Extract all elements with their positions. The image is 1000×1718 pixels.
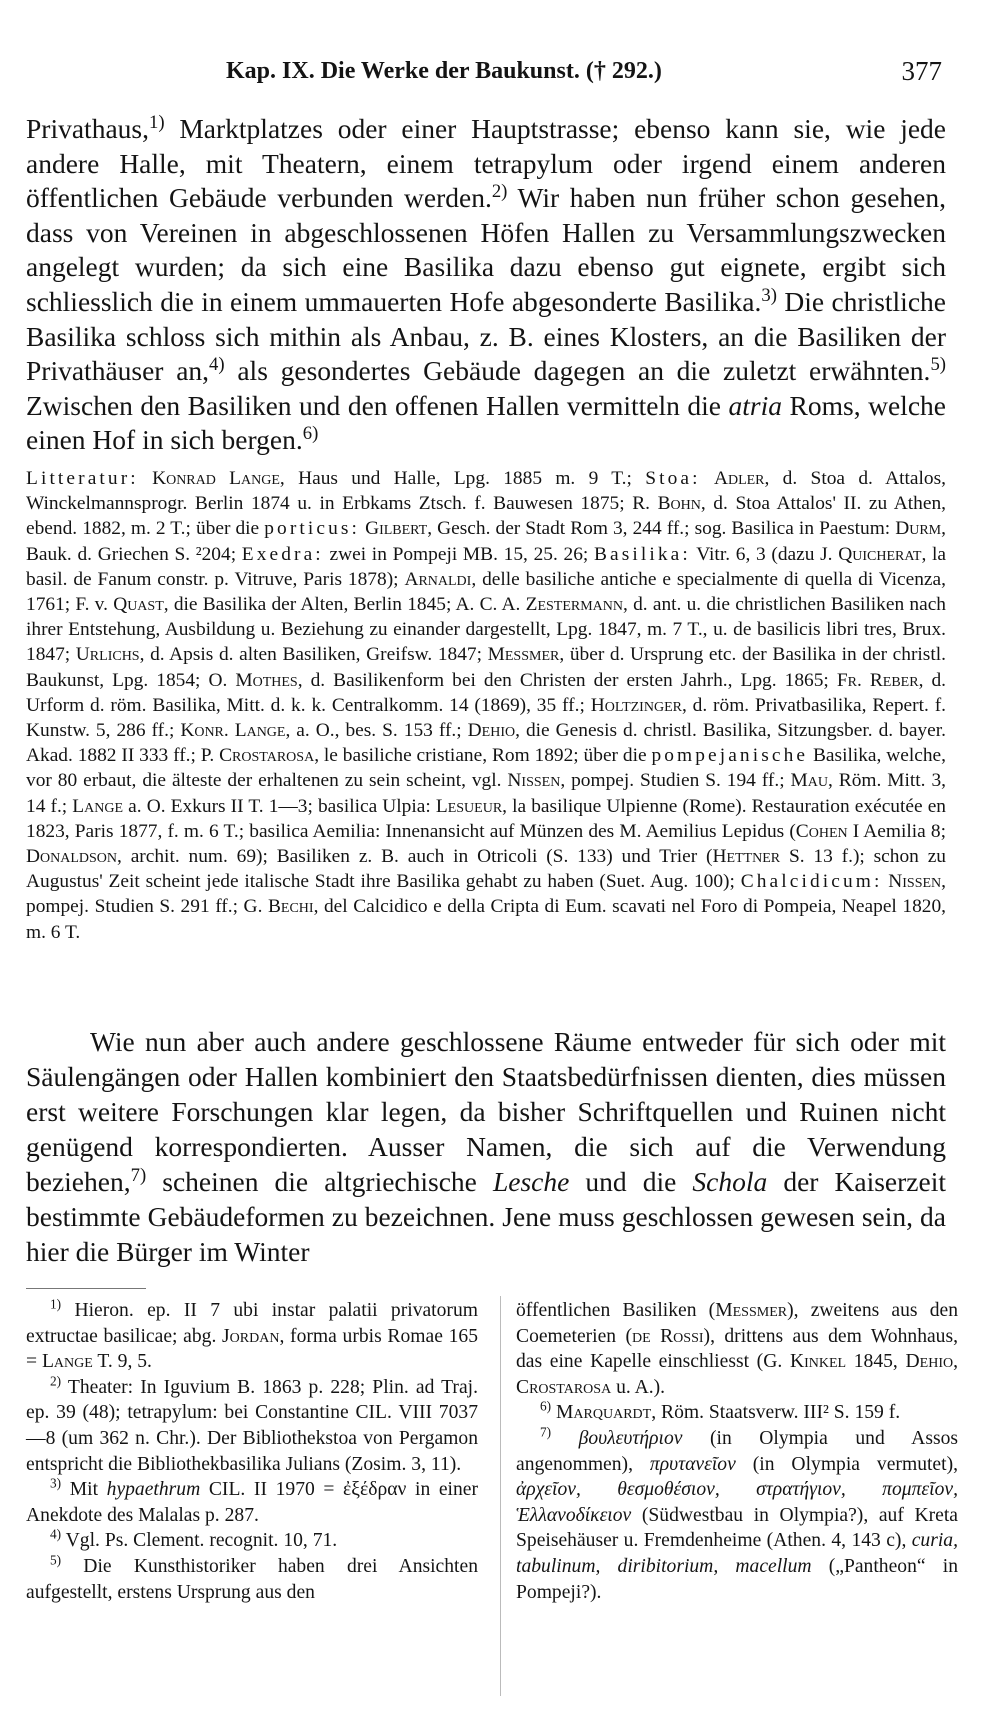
footnote-6 [516, 1400, 958, 1426]
author-name: Bohn [657, 493, 701, 515]
text: Zwischen den Basiliken und den offenen Hallen vermitteln die [26, 389, 729, 421]
text: zwei in Pompeji MB. 15, 25. 26; [323, 543, 594, 565]
text: , pompej. Studien S. 194 ff.; [560, 770, 791, 792]
footnote-separator [26, 1288, 146, 1289]
footnote-5-continued [516, 1298, 958, 1400]
text: , la basil. de Fanum constr. p. Vitruve, Paris 1878); [26, 543, 946, 590]
text: , la basilique Ulpienne (Rome). Restauration exécutée en 1823, Paris 1877, f. m. 6 T.; basilica Aemilia: Innenansicht auf Münzen des M. Aemilius Lepidus ( [26, 795, 947, 842]
text: Die christliche Basilika schloss sich mithin als Anbau, z. B. eines Klosters, an die Basiliken der Privathäuser an, [26, 285, 946, 387]
author-name: de Rossi [632, 1325, 704, 1347]
footnote-number: 1) [50, 1296, 62, 1312]
topic-label: Stoa: [645, 468, 701, 489]
text: S. 13 f.); schon zu Augustus' Zeit scheint jede italische Stadt ihre Basilika gehabt zu haben (Suet. Aug. 100); [26, 846, 947, 893]
topic-label: Basilika: [593, 543, 691, 565]
text: Theater: In Iguvium B. 1863 p. 228; Plin. ad Traj. ep. 39 (48); tetrapylum: bei Constantine CIL. VIII 7037—8 (um 362 n. Chr.). Der Bibliothekstoa von Pergamon entspricht die Bibliothekbasilika Julians (Zosim. 3, 11). [26, 1376, 478, 1475]
author-name: Quicherat [838, 543, 922, 565]
text: öffentlichen Basiliken ( [516, 1300, 716, 1321]
footnote-3 [26, 1477, 478, 1528]
text: als gesondertes Gebäude dagegen an die zuletzt erwähnten. [224, 355, 931, 387]
footnotes-left-column [26, 1298, 478, 1605]
author-name: Lange [41, 1351, 93, 1373]
author-name: Konr. Lange [180, 720, 286, 742]
italic-term: curia, tabulinum, diribitorium, macellum [516, 1530, 958, 1577]
text: (Südwestbau in Olympia?), auf Kreta Speisehäuser u. Fremdenheime (Athen. 4, 143 c), [516, 1504, 958, 1552]
author-name: Lange [72, 795, 124, 817]
text: , a. O., bes. S. 153 ff.; [285, 720, 468, 742]
greek-term: βουλευτήριον [578, 1427, 683, 1449]
author-name: Dehio [467, 720, 516, 742]
text: , d. Apsis d. alten Basiliken, Greifsw. 1847; [139, 644, 488, 666]
text: (in Olympia und Assos angenommen), [516, 1427, 958, 1475]
text: , [953, 1351, 959, 1373]
footnotes-right-column [516, 1298, 958, 1605]
text: , pompej. Studien S. 291 ff.; G. [26, 871, 947, 918]
author-name: Arnaldi [404, 568, 472, 590]
text: scheinen die altgriechische [146, 1166, 493, 1197]
text: , Röm. Staatsverw. III² S. 159 f. [651, 1402, 901, 1424]
text: 1845, [846, 1351, 906, 1373]
author-name: Cohen [795, 820, 848, 842]
author-name: Fr. Reber [836, 669, 919, 691]
text: Vgl. Ps. Clement. recognit. 10, 71. [61, 1530, 338, 1552]
author-name: Lesueur [435, 795, 503, 817]
text: Die Kunsthistoriker haben drei Ansichten aufgestellt, erstens Ursprung aus den [26, 1555, 478, 1603]
italic-term: atria [728, 389, 783, 421]
text: I Aemilia 8; [847, 820, 946, 842]
footnote-number: 3) [50, 1475, 62, 1491]
text: Wir haben nun früher schon gesehen, dass von Vereinen in abgeschlossenen Höfen Hallen zu Versammlungszwecken angelegt wurden; da sich eine Basilika dazu ebenso gut eignete, ergibt sich schliesslich die in einem ummauerten Hofe abgesonderte Basilika. [26, 182, 946, 317]
text: , d. Basilikenform bei den Christen der ersten Jahrh., Lpg. 1865; [297, 669, 837, 691]
text: , d. Stoa d. Attalos, Winckelmannsprogr. Berlin 1874 u. in Erbkams Ztsch. f. Bauwesen 1875; R. [26, 468, 947, 515]
author-name: Crostarosa [219, 745, 315, 767]
author-name: Mothes [235, 669, 298, 691]
footnote-ref: 5) [930, 354, 947, 375]
text: , le basiliche cristiane, Rom 1892; über die [314, 745, 652, 767]
text: , forma urbis Romae 165 = [26, 1325, 478, 1373]
text: Mit [61, 1479, 107, 1501]
author-name: Messmer [487, 644, 560, 666]
topic-label: Exedra: [241, 543, 324, 565]
author-name: Adler [713, 468, 765, 489]
footnote-ref: 1) [148, 111, 165, 133]
paragraph [26, 112, 946, 458]
author-name: Marquardt [556, 1402, 652, 1424]
author-name: Zestermann [525, 594, 624, 616]
italic-term: Schola [692, 1166, 768, 1197]
author-name: Quast [113, 594, 164, 616]
italic-term: hypaethrum [106, 1479, 201, 1501]
footnote-1 [26, 1298, 478, 1375]
text: , d. ant. u. die christlichen Basiliken nach ihrer Entstehung, Ausbildung u. Beziehung zu einander dargestellt, Lpg. 1847, m. 7 T., u. de basilicis libri tres, Brux. 1847; [26, 594, 946, 666]
author-name: Crostarosa [516, 1376, 612, 1398]
author-name: Mau [790, 770, 829, 792]
main-text-paragraph-2 [26, 1024, 946, 1269]
page-header [26, 52, 946, 92]
author-name: Dehio [905, 1351, 954, 1373]
text [701, 468, 714, 489]
footnote-ref: 4) [209, 354, 225, 375]
text: , d. Stoa Attalos' II. zu Athen, ebend. 1882, m. 2 T.; über die [26, 493, 946, 540]
main-text-paragraph-1 [26, 112, 946, 458]
text: , del Calcidico e della Cripta di Eum. scavati nel Foro di Pompeia, Neapel 1820, m. 6 T. [26, 896, 946, 943]
topic-label: Chalcidicum: [740, 871, 883, 893]
text: , die Basilika der Alten, Berlin 1845; A. C. A. [163, 594, 526, 616]
author-name: Konrad Lange [152, 468, 280, 489]
footnote-2 [26, 1375, 478, 1477]
author-name: Bechi [267, 896, 314, 918]
running-head: Kap. IX. Die Werke der Baukunst. († 292.) [226, 58, 662, 84]
footnote-4 [26, 1528, 478, 1554]
text: Basilika, welche, vor 80 erbaut, die älteste der erhaltenen zu sein scheint, vgl. [26, 745, 946, 792]
text: , d. Urform d. röm. Basilika, Mitt. d. k. k. Centralkomm. 14 (1869), 35 ff.; [26, 669, 946, 716]
text: , Röm. Mitt. 3, 14 f.; [26, 770, 947, 817]
text: Roms, welche einen Hof in sich bergen. [26, 389, 946, 456]
text: der Kaiserzeit bestimmte Gebäudeformen zu bezeichnen. Jene muss geschlossen gewesen sein, da hier die Bürger im Winter [26, 1166, 946, 1267]
footnote-number: 7) [540, 1424, 552, 1440]
author-name: Donaldson [26, 846, 118, 868]
author-name: Holtzinger [590, 694, 682, 716]
text: u. A.). [611, 1376, 666, 1398]
footnote-ref: 3) [761, 284, 777, 306]
author-name: Jordan [222, 1325, 280, 1347]
text: , d. röm. Privatbasilika, Repert. f. Kunstw. 5, 286 ff.; [26, 694, 947, 742]
author-name: Urlichs [75, 644, 140, 666]
author-name: Kinkel [789, 1351, 847, 1373]
author-name: Messmer [715, 1300, 788, 1321]
text: und die [569, 1166, 693, 1197]
topic-label: porticus: [264, 518, 361, 540]
text: („Pantheon“ in Pompeji?). [516, 1555, 958, 1603]
text: a. O. Exkurs II T. 1—3; basilica Ulpia: [123, 795, 436, 817]
text: , Gesch. der Stadt Rom 3, 244 ff.; sog. Basilica in Paestum: [427, 518, 896, 540]
author-name: Gilbert [365, 518, 428, 540]
italic-term: Lesche [492, 1166, 570, 1197]
text: Privathaus, [26, 113, 149, 144]
author-name: Hettner [712, 846, 781, 868]
greek-term: ἀρχεῖον, θεσμοθέσιον, στρατήγιον, πομπεῖον, Ἑλλανοδίκειον [516, 1479, 958, 1526]
footnote-ref: 2) [491, 181, 508, 203]
literature-block [26, 466, 946, 945]
text: T. 9, 5. [92, 1351, 152, 1373]
text: , die Genesis d. christl. Basilika, Sitzungsber. d. bayer. Akad. 1882 II 333 ff.; P. [26, 720, 946, 767]
text: Wie nun aber auch andere geschlossene Räume entweder für sich oder mit Säulengängen oder Hallen kombiniert den Staatsbedürfnissen dienten, dies müssen erst weitere Forschungen klar legen, da bisher Schriftquellen und Ruinen nicht genügend korrespondierten. Ausser Namen, die sich auf die Verwendung beziehen, [26, 1026, 946, 1197]
paragraph [26, 1024, 946, 1269]
author-name: Nissen [888, 871, 942, 893]
text: , Bauk. d. Griechen S. ²204; [26, 518, 946, 565]
footnote-ref: 6) [302, 423, 319, 445]
text: CIL. II 1970 = ἐξέδραν in einer Anekdote des Malalas p. 287. [26, 1479, 479, 1526]
literature-paragraph [26, 466, 946, 945]
footnote-number: 2) [50, 1373, 62, 1389]
greek-term: πρυτανεῖον [649, 1453, 736, 1475]
text: Hieron. ep. II 7 ubi instar palatii privatorum extructae basilicae; abg. [26, 1300, 478, 1347]
text: , Haus und Halle, Lpg. 1885 m. 9 T.; [279, 468, 646, 489]
footnote-7 [516, 1426, 958, 1605]
page-number: 377 [901, 56, 942, 86]
footnote-number: 5) [50, 1552, 62, 1568]
text: ), drittens aus dem Wohnhaus, das eine Kapelle einschliesst (G. [516, 1325, 959, 1373]
text [551, 1428, 579, 1449]
footnote-number: 6) [540, 1398, 552, 1414]
text: , delle basiliche antiche e specialmente di quella di Vicenza, 1761; F. v. [26, 568, 946, 616]
author-name: Nissen [507, 770, 561, 792]
text [139, 468, 152, 489]
text: (in Olympia vermutet), [735, 1453, 958, 1475]
footnote-5 [26, 1554, 478, 1605]
footnote-number: 4) [50, 1526, 62, 1542]
topic-label: pompejanische [651, 745, 809, 767]
text: Marktplatzes oder einer Hauptstrasse; ebenso kann sie, wie jede andere Halle, mit Theatern, einem tetrapylum oder irgend einem anderen öffentlichen Gebäude verbunden werden. [26, 113, 946, 214]
literature-heading: Litteratur: [26, 468, 139, 489]
text: ), zweitens aus den Coemeterien ( [516, 1300, 959, 1347]
text: , über d. Ursprung etc. der Basilika in der christl. Baukunst, Lpg. 1854; O. [26, 644, 946, 691]
footnote-ref: 7) [130, 1164, 147, 1186]
text: Vitr. 6, 3 (dazu J. [690, 543, 839, 565]
column-rule [500, 1296, 501, 1696]
text: , archit. num. 69); Basiliken z. B. auch in Otricoli (S. 133) und Trier ( [117, 846, 713, 868]
author-name: Durm [895, 518, 942, 540]
